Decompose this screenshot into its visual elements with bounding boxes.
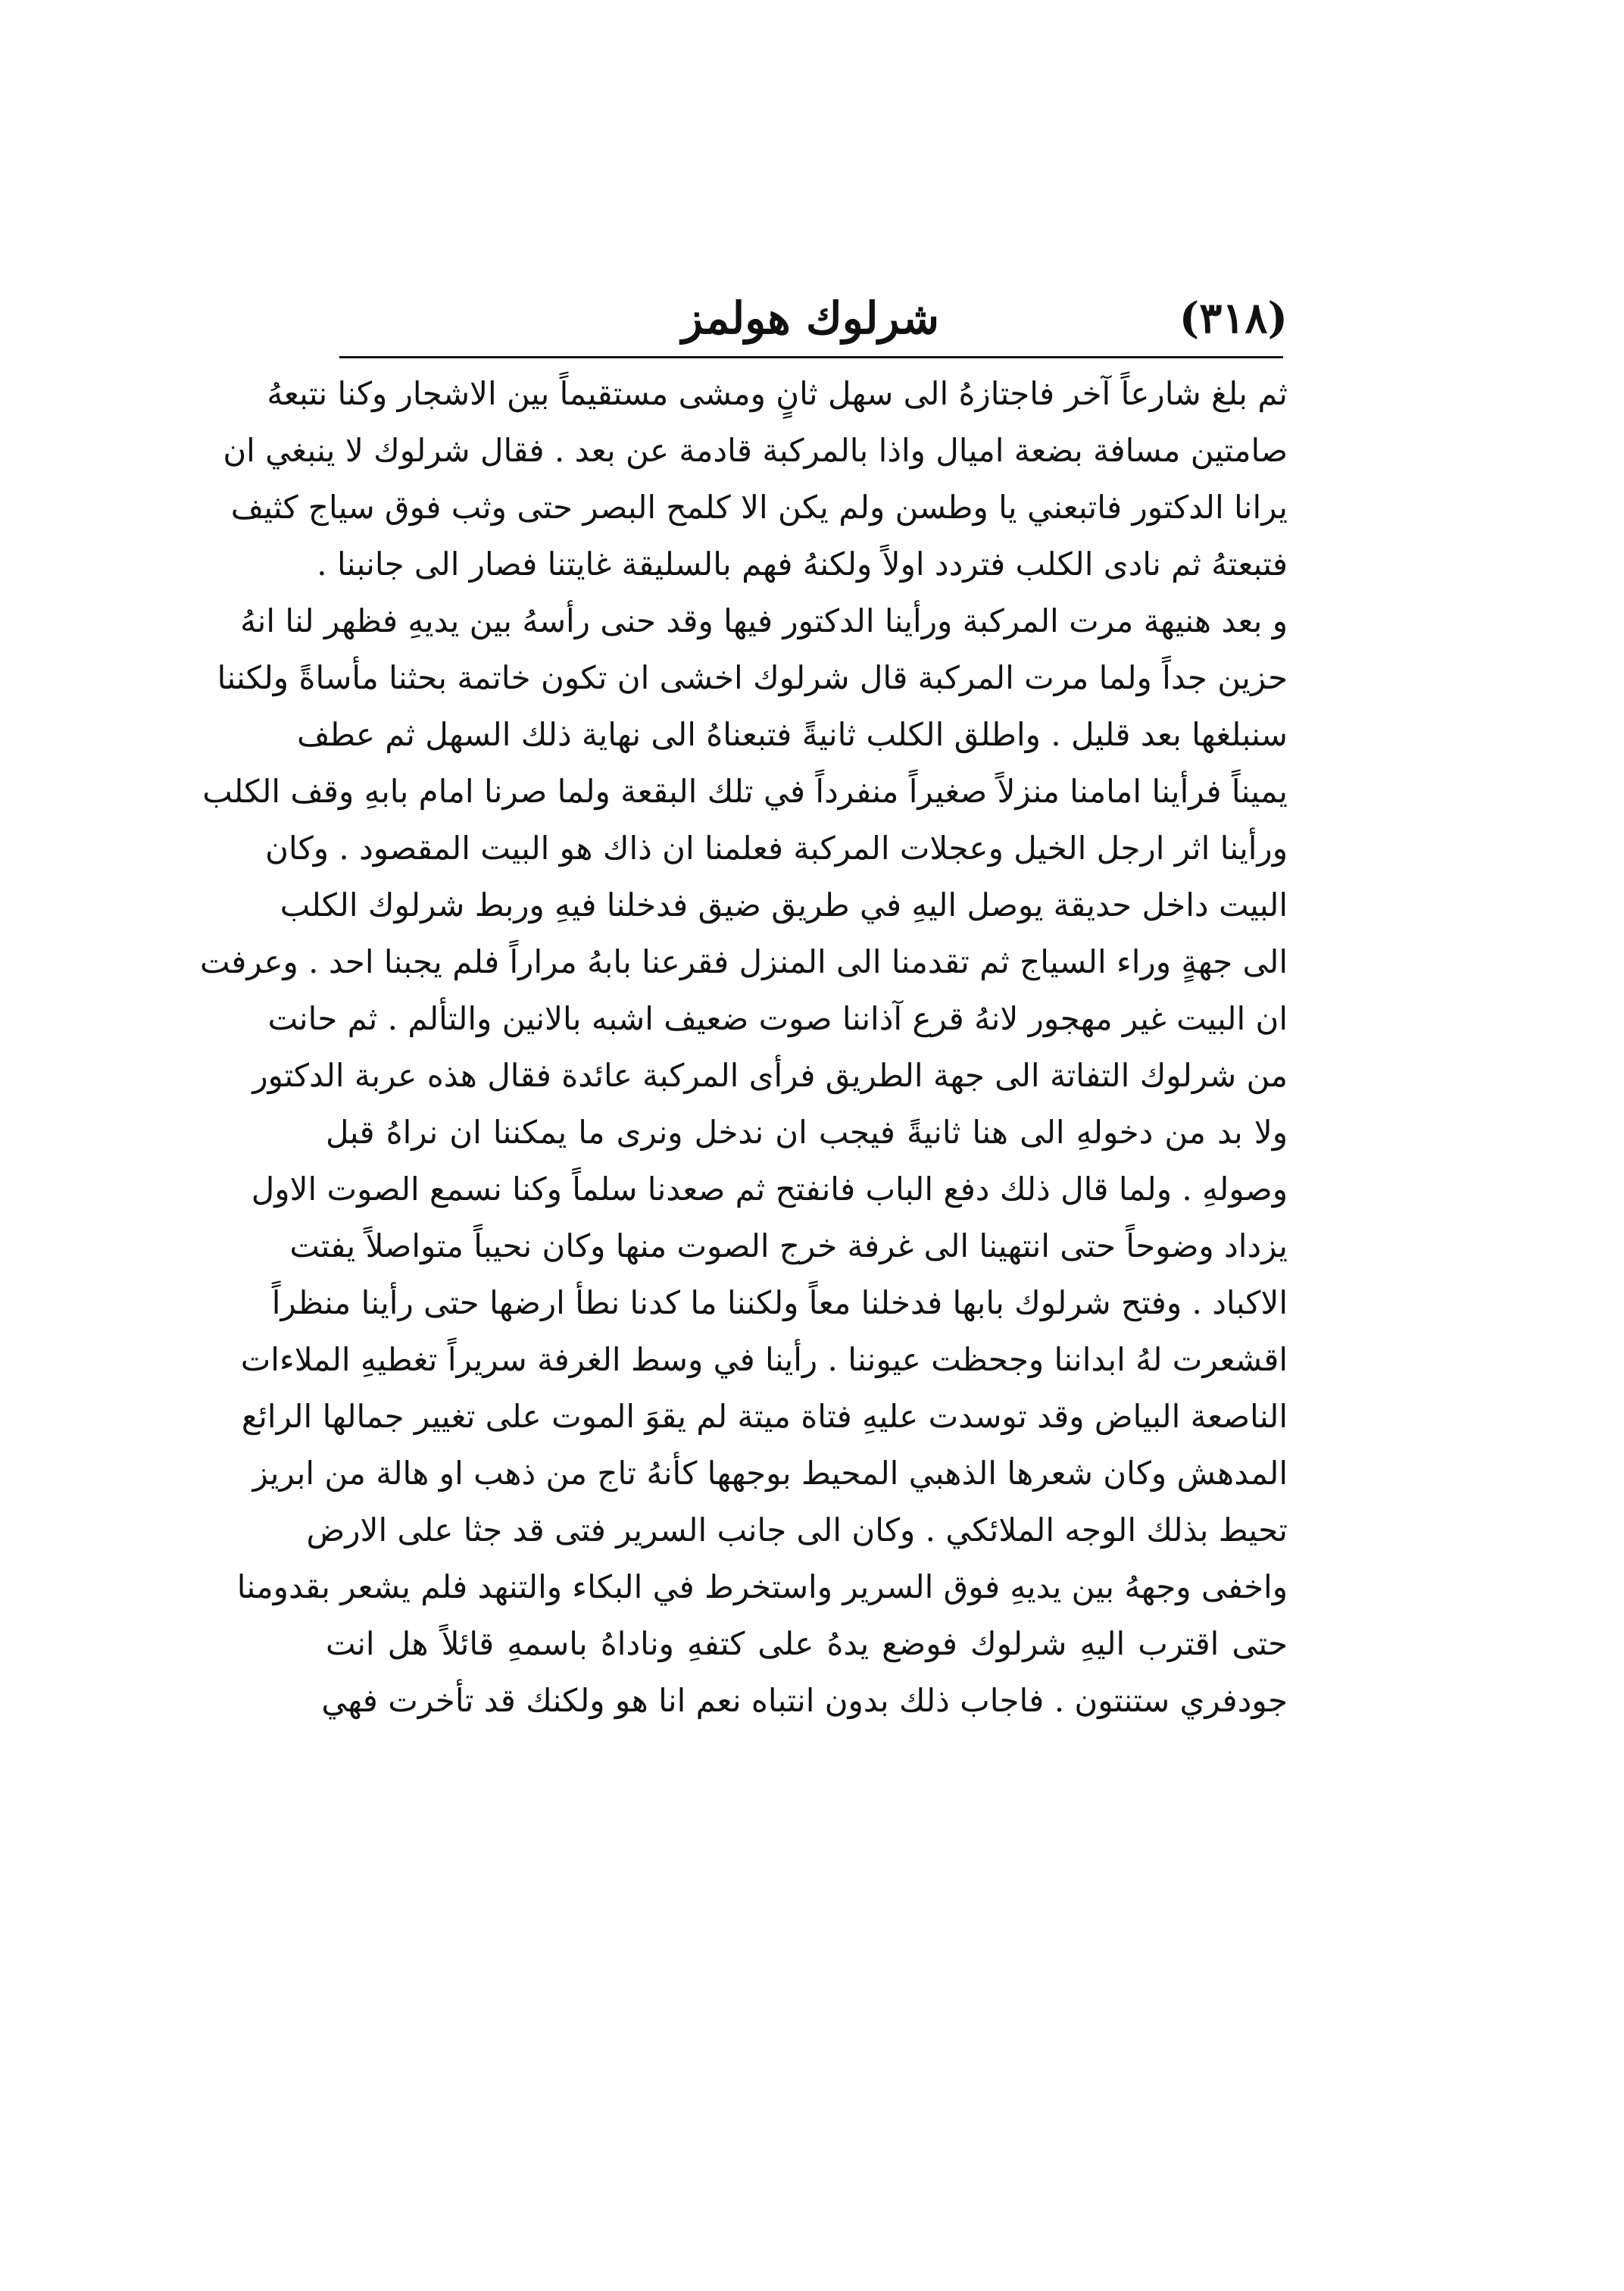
text-line: ورأينا اثر ارجل الخيل وعجلات المركبة فعلمنا ان ذاك هو البيت المقصود . وكان (265, 830, 1288, 867)
text-line: حتى اقترب اليهِ شرلوك فوضع يدهُ على كتفهِ وناداهُ باسمهِ قائلاً هل انت (326, 1625, 1288, 1662)
text-line: واخفى وجههُ بين يديهِ فوق السرير واستخرط في البكاء والتنهد فلم يشعر بقدومنا (236, 1568, 1288, 1605)
text-line: صامتين مسافة بضعة اميال واذا بالمركبة قادمة عن بعد . فقال شرلوك لا ينبغي ان (223, 432, 1288, 469)
header-rule (339, 356, 1283, 358)
text-line: الى جهةٍ وراء السياج ثم تقدمنا الى المنزل فقرعنا بابهُ مراراً فلم يجبنا احد . وعرفت (200, 943, 1288, 980)
text-line: سنبلغها بعد قليل . واطلق الكلب ثانيةً فتبعناهُ الى نهاية ذلك السهل ثم عطف (296, 716, 1288, 753)
text-line: الاكباد . وفتح شرلوك بابها فدخلنا معاً ولكننا ما كدنا نطأ ارضها حتى رأينا منظراً (271, 1284, 1288, 1321)
text-line: حزين جداً ولما مرت المركبة قال شرلوك اخشى ان تكون خاتمة بحثنا مأساةً ولكننا (217, 659, 1288, 696)
page-header (333, 282, 1288, 355)
running-title: شرلوك هولمز (682, 292, 939, 344)
text-line: المدهش وكان شعرها الذهبي المحيط بوجهها كأنهُ تاج من ذهب او هالة من ابريز (252, 1455, 1288, 1492)
text-line: فتبعتهُ ثم نادى الكلب فتردد اولاً ولكنهُ فهم بالسليقة غايتنا فصار الى جانبنا . (317, 545, 1288, 583)
text-line: جودفري ستنتون . فاجاب ذلك بدون انتباه نعم انا هو ولكنك قد تأخرت فهي (321, 1682, 1288, 1719)
text-line: يزداد وضوحاً حتى انتهينا الى غرفة خرج الصوت منها وكان نحيباً متواصلاً يفتت (289, 1227, 1288, 1264)
text-line: ولا بد من دخولهِ الى هنا ثانيةً فيجب ان ندخل ونرى ما يمكننا ان نراهُ قبل (326, 1114, 1288, 1151)
text-line: اقشعرت لهُ ابداننا وجحظت عيوننا . رأينا في وسط الغرفة سريراً تغطيهِ الملاءات (240, 1341, 1288, 1378)
text-line: من شرلوك التفاتة الى جهة الطريق فرأى المركبة عائدة فقال هذه عربة الدكتور (252, 1057, 1288, 1094)
text-line: و بعد هنيهة مرت المركبة ورأينا الدكتور فيها وقد حنى رأسهُ بين يديهِ فظهر لنا انهُ (240, 602, 1288, 639)
text-line: تحيط بذلك الوجه الملائكي . وكان الى جانب السرير فتى قد جثا على الارض (306, 1511, 1288, 1549)
text-line: ثم بلغ شارعاً آخر فاجتازهُ الى سهل ثانٍ ومشى مستقيماً بين الاشجار وكنا نتبعهُ (267, 375, 1288, 412)
text-line: ان البيت غير مهجور لانهُ قرع آذاننا صوت ضعيف اشبه بالانين والتألم . ثم حانت (267, 1000, 1288, 1037)
text-line: وصولهِ . ولما قال ذلك دفع الباب فانفتح ثم صعدنا سلماً وكنا نسمع الصوت الاول (251, 1171, 1288, 1208)
text-line: الناصعة البياض وقد توسدت عليهِ فتاة ميتة لم يقوَ الموت على تغيير جمالها الرائع (241, 1398, 1288, 1435)
text-line: يرانا الدكتور فاتبعني يا وطسن ولم يكن الا كلمح البصر حتى وثب فوق سياج كثيف (230, 489, 1288, 526)
text-line: يميناً فرأينا امامنا منزلاً صغيراً منفرداً في تلك البقعة ولما صرنا امام بابهِ وقف الكلب (202, 773, 1288, 810)
page-number: (٣١٨) (1179, 293, 1288, 343)
text-line: البيت داخل حديقة يوصل اليهِ في طريق ضيق فدخلنا فيهِ وربط شرلوك الكلب (280, 886, 1288, 924)
body-text (200, 365, 1288, 1729)
